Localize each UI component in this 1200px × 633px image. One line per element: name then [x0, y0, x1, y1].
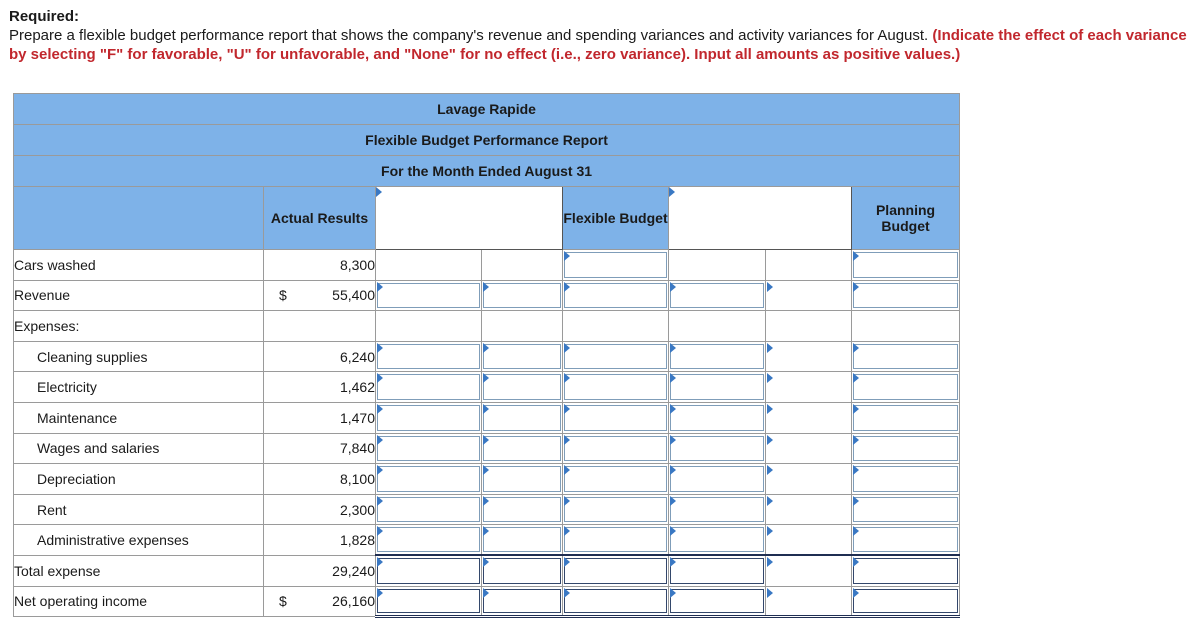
actual-value: 6,240 [339, 348, 375, 365]
activity-variance-amount-input[interactable] [670, 589, 764, 614]
required-label: Required: [9, 8, 80, 25]
flexible-budget-header: Flexible Budget [563, 187, 669, 250]
dropdown-arrow-icon [377, 282, 383, 292]
table-row [14, 311, 960, 342]
row-label: Depreciation [14, 464, 264, 495]
flexible-budget-amount-cell[interactable] [563, 402, 669, 433]
row-label: Cars washed [14, 250, 264, 281]
dropdown-arrow-icon [767, 588, 773, 598]
dropdown-arrow-icon [483, 496, 489, 506]
actual-amount [264, 433, 376, 464]
dropdown-arrow-icon [483, 465, 489, 475]
flexible-budget-amount-input[interactable] [564, 497, 667, 523]
dropdown-arrow-icon [377, 465, 383, 475]
spending-variance-amount-input[interactable] [377, 466, 480, 492]
actual-amount [264, 586, 376, 617]
activity-variance-amount-input[interactable] [670, 466, 764, 492]
dropdown-arrow-icon [853, 282, 859, 292]
dropdown-arrow-icon [670, 496, 676, 506]
dropdown-arrow-icon [670, 588, 676, 598]
activity-variance-amount-cell[interactable] [669, 586, 766, 617]
company-name: Lavage Rapide [14, 94, 960, 125]
dropdown-arrow-icon [767, 496, 773, 506]
row-label: Revenue [14, 280, 264, 311]
dropdown-arrow-icon [670, 282, 676, 292]
actual-amount [264, 525, 376, 556]
activity-variance-effect-cell[interactable] [766, 525, 852, 556]
activity-variance-amount-input[interactable] [670, 558, 764, 583]
spending-variance-amount-input[interactable] [377, 374, 480, 400]
dropdown-arrow-icon [377, 557, 383, 567]
dropdown-arrow-icon [670, 373, 676, 383]
actual-value: 8,300 [339, 256, 375, 273]
spending-variance-amount-input[interactable] [377, 527, 480, 552]
dropdown-arrow-icon [377, 526, 383, 536]
dropdown-arrow-icon [767, 557, 773, 567]
spending-variance-amount-cell[interactable] [376, 555, 482, 586]
activity-variance-amount-cell[interactable] [669, 433, 766, 464]
actual-amount [264, 494, 376, 525]
spending-variance-amount-cell[interactable] [376, 464, 482, 495]
planning-budget-amount-cell[interactable] [852, 464, 960, 495]
activity-variance-amount-cell[interactable] [669, 341, 766, 372]
dropdown-arrow-icon [377, 343, 383, 353]
table-row [14, 586, 960, 617]
spending-variance-amount-input[interactable] [377, 589, 480, 614]
planning-budget-amount-cell[interactable] [852, 494, 960, 525]
activity-variance-amount-cell [669, 311, 766, 342]
row-label-header [14, 187, 264, 250]
dropdown-arrow-icon [564, 251, 570, 261]
row-label: Maintenance [14, 402, 264, 433]
dropdown-arrow-icon [483, 343, 489, 353]
activity-variance-effect-cell [766, 250, 852, 281]
row-label: Wages and salaries [14, 433, 264, 464]
variance-header-input-1[interactable] [376, 187, 563, 250]
dropdown-arrow-icon [377, 373, 383, 383]
activity-variance-effect-cell[interactable] [766, 555, 852, 586]
spending-variance-amount-input[interactable] [377, 436, 480, 462]
planning-budget-amount-input[interactable] [853, 252, 958, 278]
actual-value: 2,300 [339, 501, 375, 518]
actual-amount [264, 341, 376, 372]
actual-value: 7,840 [339, 440, 375, 457]
dropdown-arrow-icon [853, 373, 859, 383]
flexible-budget-amount-cell[interactable] [563, 464, 669, 495]
spending-variance-amount-cell [376, 311, 482, 342]
dropdown-arrow-icon [767, 435, 773, 445]
table-row [14, 372, 960, 403]
dropdown-arrow-icon [377, 588, 383, 598]
activity-variance-amount-input[interactable] [670, 497, 764, 523]
flexible-budget-amount-input[interactable] [564, 374, 667, 400]
flexible-budget-amount-cell[interactable] [563, 280, 669, 311]
spending-variance-amount-cell[interactable] [376, 586, 482, 617]
dropdown-arrow-icon [767, 526, 773, 536]
planning-budget-amount-cell[interactable] [852, 433, 960, 464]
table-row [14, 402, 960, 433]
spending-variance-amount-input[interactable] [377, 283, 480, 309]
activity-variance-amount-cell[interactable] [669, 525, 766, 556]
activity-variance-amount-input[interactable] [670, 374, 764, 400]
dropdown-arrow-icon [377, 496, 383, 506]
planning-budget-amount-cell[interactable] [852, 280, 960, 311]
instructions-text: Prepare a flexible budget performance report that shows the company's revenue and spending variances and activity variances for August. [9, 27, 933, 44]
activity-variance-effect-cell[interactable] [766, 341, 852, 372]
spending-variance-effect-cell[interactable] [482, 494, 563, 525]
dropdown-arrow-icon [564, 343, 570, 353]
spending-variance-effect-cell [482, 250, 563, 281]
spending-variance-effect-cell[interactable] [482, 555, 563, 586]
planning-budget-amount-cell[interactable] [852, 525, 960, 556]
planning-budget-amount-input[interactable] [853, 374, 958, 400]
dropdown-arrow-icon [853, 251, 859, 261]
currency-symbol: $ [279, 287, 287, 304]
dropdown-arrow-icon [564, 557, 570, 567]
spending-variance-effect-cell[interactable] [482, 280, 563, 311]
actual-value: 29,240 [332, 562, 375, 579]
activity-variance-amount-input[interactable] [670, 344, 764, 370]
activity-variance-amount-input[interactable] [670, 436, 764, 462]
spending-variance-effect-cell[interactable] [482, 433, 563, 464]
flexible-budget-amount-cell [563, 311, 669, 342]
dropdown-arrow-icon [564, 465, 570, 475]
actual-value: 1,470 [339, 409, 375, 426]
activity-variance-amount-cell[interactable] [669, 280, 766, 311]
planning-budget-amount-input[interactable] [853, 497, 958, 523]
table-row [14, 555, 960, 586]
spending-variance-effect-input[interactable] [483, 344, 561, 370]
dropdown-arrow-icon [853, 588, 859, 598]
spending-variance-effect-input[interactable] [483, 436, 561, 462]
spending-variance-amount-cell[interactable] [376, 280, 482, 311]
spending-variance-effect-input[interactable] [483, 558, 561, 583]
performance-report-table [13, 93, 960, 618]
activity-variance-effect-cell[interactable] [766, 372, 852, 403]
dropdown-arrow-icon [483, 282, 489, 292]
report-period: For the Month Ended August 31 [14, 156, 960, 187]
planning-budget-amount-input[interactable] [853, 558, 958, 583]
spending-variance-amount-cell[interactable] [376, 433, 482, 464]
actual-amount [264, 311, 376, 342]
dropdown-arrow-icon [483, 588, 489, 598]
flexible-budget-amount-cell[interactable] [563, 525, 669, 556]
activity-variance-amount-input[interactable] [670, 283, 764, 309]
dropdown-arrow-icon [767, 282, 773, 292]
activity-variance-amount-cell[interactable] [669, 494, 766, 525]
flexible-budget-amount-input[interactable] [564, 558, 667, 583]
row-label: Total expense [14, 555, 264, 586]
dropdown-arrow-icon [767, 465, 773, 475]
spending-variance-amount-cell[interactable] [376, 525, 482, 556]
dropdown-arrow-icon [483, 435, 489, 445]
spending-variance-amount-input[interactable] [377, 558, 480, 583]
instructions-note: (Indicate the effect of each variance by selecting "F" for favorable, "U" for unfavorable, and "None" for no effect (i.e., zero variance). Input all amounts as positive values.) [9, 27, 1187, 63]
row-label: Expenses: [14, 311, 264, 342]
planning-budget-amount-cell[interactable] [852, 250, 960, 281]
actual-amount [264, 250, 376, 281]
planning-budget-amount-input[interactable] [853, 589, 958, 614]
flexible-budget-amount-input[interactable] [564, 344, 667, 370]
planning-budget-amount-input[interactable] [853, 405, 958, 431]
activity-variance-amount-input[interactable] [670, 405, 764, 431]
table-row [14, 525, 960, 556]
planning-budget-amount-input[interactable] [853, 436, 958, 462]
planning-budget-amount-input[interactable] [853, 344, 958, 370]
flexible-budget-amount-input[interactable] [564, 252, 667, 278]
spending-variance-amount-cell[interactable] [376, 494, 482, 525]
dropdown-arrow-icon [564, 526, 570, 536]
dropdown-arrow-icon [670, 526, 676, 536]
spending-variance-effect-input[interactable] [483, 374, 561, 400]
spending-variance-effect-cell[interactable] [482, 341, 563, 372]
spending-variance-amount-input[interactable] [377, 405, 480, 431]
flexible-budget-amount-input[interactable] [564, 589, 667, 614]
dropdown-arrow-icon [669, 187, 675, 197]
dropdown-arrow-icon [670, 404, 676, 414]
dropdown-arrow-icon [483, 373, 489, 383]
dropdown-arrow-icon [853, 404, 859, 414]
spending-variance-effect-input[interactable] [483, 527, 561, 552]
spending-variance-amount-cell[interactable] [376, 402, 482, 433]
dropdown-arrow-icon [564, 496, 570, 506]
spending-variance-effect-cell[interactable] [482, 372, 563, 403]
dropdown-arrow-icon [483, 404, 489, 414]
actual-amount [264, 280, 376, 311]
spending-variance-effect-cell[interactable] [482, 586, 563, 617]
planning-budget-amount-input[interactable] [853, 527, 958, 552]
row-label: Cleaning supplies [14, 341, 264, 372]
spending-variance-effect-input[interactable] [483, 589, 561, 614]
flexible-budget-amount-cell[interactable] [563, 250, 669, 281]
actual-value: 55,400 [332, 287, 375, 304]
table-row [14, 464, 960, 495]
actual-results-header: Actual Results [264, 187, 376, 250]
activity-variance-amount-cell[interactable] [669, 464, 766, 495]
spending-variance-effect-input[interactable] [483, 497, 561, 523]
actual-amount [264, 555, 376, 586]
spending-variance-effect-input[interactable] [483, 466, 561, 492]
actual-amount [264, 464, 376, 495]
planning-budget-header: Planning Budget [852, 187, 960, 250]
spending-variance-effect-input[interactable] [483, 283, 561, 309]
planning-budget-amount-input[interactable] [853, 283, 958, 309]
spending-variance-amount-cell[interactable] [376, 372, 482, 403]
activity-variance-effect-cell[interactable] [766, 494, 852, 525]
flexible-budget-amount-cell[interactable] [563, 586, 669, 617]
dropdown-arrow-icon [767, 404, 773, 414]
activity-variance-effect-cell[interactable] [766, 402, 852, 433]
flexible-budget-amount-cell[interactable] [563, 555, 669, 586]
dropdown-arrow-icon [670, 435, 676, 445]
dropdown-arrow-icon [853, 465, 859, 475]
activity-variance-effect-cell [766, 311, 852, 342]
flexible-budget-amount-input[interactable] [564, 466, 667, 492]
dropdown-arrow-icon [767, 343, 773, 353]
activity-variance-amount-input[interactable] [670, 527, 764, 552]
dropdown-arrow-icon [377, 435, 383, 445]
spending-variance-effect-input[interactable] [483, 405, 561, 431]
flexible-budget-amount-input[interactable] [564, 527, 667, 552]
planning-budget-amount-cell[interactable] [852, 555, 960, 586]
flexible-budget-amount-input[interactable] [564, 283, 667, 309]
dropdown-arrow-icon [853, 496, 859, 506]
activity-variance-amount-cell[interactable] [669, 402, 766, 433]
dropdown-arrow-icon [564, 435, 570, 445]
dropdown-arrow-icon [564, 404, 570, 414]
flexible-budget-amount-cell[interactable] [563, 433, 669, 464]
spending-variance-effect-cell[interactable] [482, 402, 563, 433]
row-label: Administrative expenses [14, 525, 264, 556]
instructions [9, 7, 1194, 64]
activity-variance-amount-cell [669, 250, 766, 281]
actual-amount [264, 372, 376, 403]
planning-budget-amount-cell[interactable] [852, 586, 960, 617]
dropdown-arrow-icon [483, 526, 489, 536]
flexible-budget-amount-input[interactable] [564, 436, 667, 462]
planning-budget-amount-input[interactable] [853, 466, 958, 492]
dropdown-arrow-icon [853, 435, 859, 445]
actual-amount [264, 402, 376, 433]
activity-variance-effect-cell[interactable] [766, 280, 852, 311]
row-label: Electricity [14, 372, 264, 403]
planning-budget-amount-cell [852, 311, 960, 342]
dropdown-arrow-icon [853, 557, 859, 567]
dropdown-arrow-icon [670, 557, 676, 567]
spending-variance-effect-cell[interactable] [482, 464, 563, 495]
activity-variance-effect-cell[interactable] [766, 433, 852, 464]
row-label: Net operating income [14, 586, 264, 617]
actual-value: 1,462 [339, 379, 375, 396]
dropdown-arrow-icon [564, 588, 570, 598]
dropdown-arrow-icon [483, 557, 489, 567]
activity-variance-effect-cell[interactable] [766, 464, 852, 495]
dropdown-arrow-icon [377, 404, 383, 414]
planning-budget-amount-cell[interactable] [852, 372, 960, 403]
planning-budget-amount-cell[interactable] [852, 341, 960, 372]
flexible-budget-amount-cell[interactable] [563, 494, 669, 525]
table-row [14, 280, 960, 311]
report-title: Flexible Budget Performance Report [14, 125, 960, 156]
dropdown-arrow-icon [767, 373, 773, 383]
spending-variance-amount-input[interactable] [377, 497, 480, 523]
spending-variance-amount-input[interactable] [377, 344, 480, 370]
spending-variance-effect-cell[interactable] [482, 525, 563, 556]
table-row [14, 341, 960, 372]
activity-variance-amount-cell[interactable] [669, 372, 766, 403]
spending-variance-amount-cell [376, 250, 482, 281]
dropdown-arrow-icon [670, 343, 676, 353]
dropdown-arrow-icon [853, 526, 859, 536]
dropdown-arrow-icon [564, 282, 570, 292]
dropdown-arrow-icon [853, 343, 859, 353]
currency-symbol: $ [279, 593, 287, 610]
actual-value: 8,100 [339, 470, 375, 487]
actual-value: 1,828 [339, 532, 375, 549]
planning-budget-amount-cell[interactable] [852, 402, 960, 433]
table-row [14, 250, 960, 281]
variance-header-input-2[interactable] [669, 187, 852, 250]
spending-variance-amount-cell[interactable] [376, 341, 482, 372]
dropdown-arrow-icon [564, 373, 570, 383]
row-label: Rent [14, 494, 264, 525]
flexible-budget-amount-input[interactable] [564, 405, 667, 431]
activity-variance-effect-cell[interactable] [766, 586, 852, 617]
flexible-budget-amount-cell[interactable] [563, 372, 669, 403]
dropdown-arrow-icon [670, 465, 676, 475]
activity-variance-amount-cell[interactable] [669, 555, 766, 586]
dropdown-arrow-icon [376, 187, 382, 197]
actual-value: 26,160 [332, 593, 375, 610]
table-row [14, 494, 960, 525]
spending-variance-effect-cell [482, 311, 563, 342]
table-row [14, 433, 960, 464]
flexible-budget-amount-cell[interactable] [563, 341, 669, 372]
